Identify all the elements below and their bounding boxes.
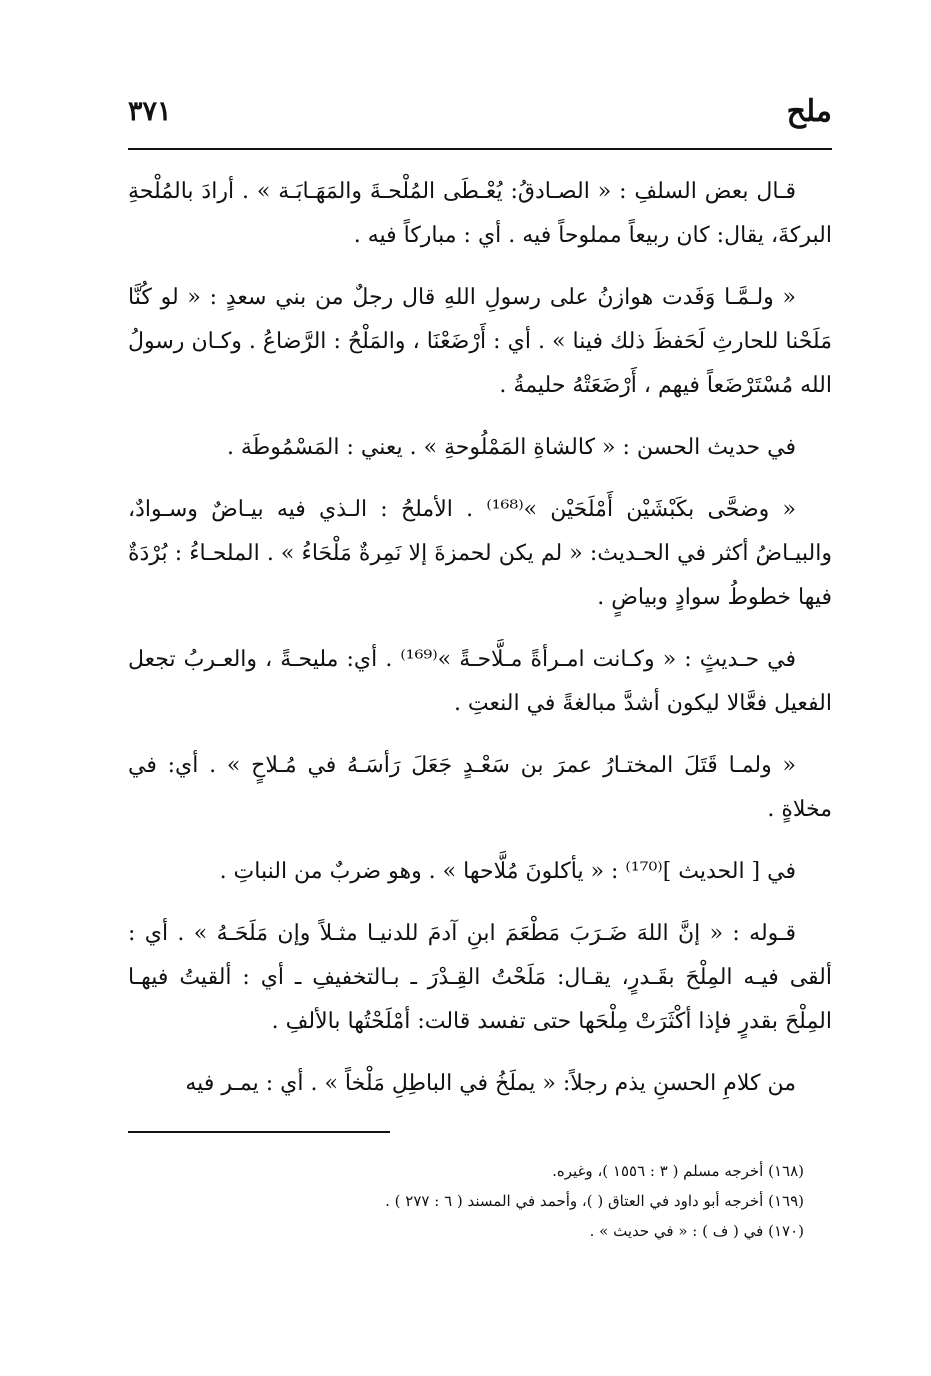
main-text [128, 170, 832, 1124]
footnote: (١٦٨) أخرجه مسلم ( ٣ : ١٥٥٦ )، وغيره. [552, 1162, 804, 1180]
paragraph: في حديث الحسن : « كالشاةِ المَمْلُوحةِ » . يعني : المَسْمُوطَة . [226, 435, 796, 460]
paragraph: قـال بعض السلفِ : « الصـادقُ: يُعْـطَى المُلْحـةَ والمَهَـابَـة » . أرادَ بالمُلْحةِ البركةَ، يقال: كان ربيعاً مملوحاً فيه . أي : مباركاً فيه . [128, 179, 832, 248]
footnote-divider [128, 1131, 390, 1133]
footnotes [128, 1156, 832, 1246]
book-page [128, 0, 832, 1376]
paragraph: « ولمـا قَتَلَ المختـارُ عمرَ بن سَعْـدٍ جَعَلَ رَأسَـهُ في مُـلاحٍ » . أي: في مخلاةٍ . [128, 753, 832, 822]
footnote: (١٦٩) أخرجه أبو داود في العتاق ( )، وأحمد في المسند ( ٦ : ٢٧٧ ) . [385, 1192, 804, 1210]
header-divider [128, 148, 832, 150]
footnote: (١٧٠) في ( ف ) : « في حديث » . [589, 1222, 804, 1240]
paragraph: في حـديثٍ : « وكـانت امـرأةً مـلَّاحـةً »⁽¹⁶⁹⁾ . أي: مليحـةً ، والعـربُ تجعل الفعيل فعَّالا ليكون أشدَّ مبالغةً في النعتِ . [128, 647, 832, 716]
paragraph: « ولـمَّـا وَفَدت هوازنُ على رسولِ اللهِ قال رجلٌ من بني سعدٍ : « لو كُنَّا مَلَحْنا للحارثِ لَحَفظَ ذلك فينا » . أي : أَرْضَعْنَا ، والمَلْحُ : الرَّضاعُ . وكـان رسولُ الله مُسْتَرْضَعاً فيهم ، أَرْضَعَتْهُ حليمةُ . [128, 285, 832, 398]
paragraph: في [ الحديث ]⁽¹⁷⁰⁾ : « يأكلونَ مُلَّاحها » . وهو ضربٌ من النباتِ . [219, 859, 796, 884]
page-header [128, 92, 832, 132]
paragraph: قـوله : « إنَّ اللهَ ضَـرَبَ مَطْعَمَ ابنِ آدمَ للدنيـا مثـلاً وإن مَلَحَـهُ » . أي : ألقى فيـه المِلْحَ بقَـدرٍ، يقـال: مَلَحْتُ القِـدْرَ ـ بـالتخفيفِ ـ أي : ألقيتُ فيهـا المِلْحَ بقدرٍ فإذا أكْثَرَتْ مِلْحَها حتى تفسد قالت: أمْلَحْتُها بالألفِ . [128, 921, 832, 1034]
page-number: ٣٧١ [128, 96, 172, 127]
paragraph: من كلامِ الحسنِ يذم رجلاً: « يملَخُ في الباطِلِ مَلْخاً » . أي : يمـر فيه [185, 1071, 796, 1096]
paragraph: « وضحَّى بكَبْشَيْن أَمْلَحَيْن »⁽¹⁶⁸⁾ . الأملحُ : الـذي فيه بيـاضٌ وسـوادٌ، والبيـاضُ أكثر في الحـديث: « لم يكن لحمزةَ إلا نَمِرةٌ مَلْحَاءُ » . الملحـاءُ : بُرْدَةٌ فيها خطوطُ سوادٍ وبياضٍ . [128, 497, 832, 610]
entry-word-heading: ملح [786, 94, 832, 129]
